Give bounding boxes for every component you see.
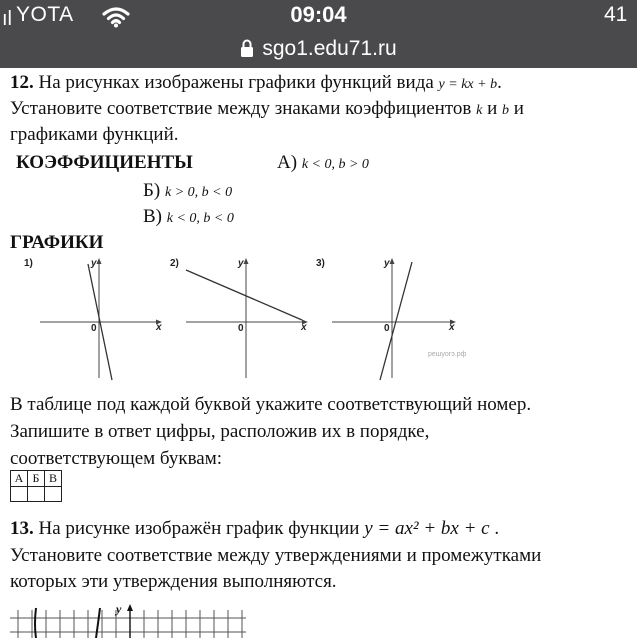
task13-line2: Установите соответствие между утверждениями и промежутками: [10, 545, 542, 566]
svg-text:x: x: [449, 322, 455, 333]
instruction-line2: Запишите в ответ цифры, расположив их в порядке,: [10, 421, 430, 442]
svg-text:0: 0: [384, 323, 390, 334]
svg-text:0: 0: [238, 323, 244, 334]
url-text: sgo1.edu71.ru: [262, 37, 397, 60]
task12-formula: y = kx + b: [438, 77, 498, 92]
option-c: В) k < 0, b < 0: [143, 206, 234, 227]
answer-header-c: В: [45, 471, 62, 487]
task13-graph: [10, 604, 250, 638]
option-b: Б) k > 0, b < 0: [143, 180, 233, 201]
graph-2-line: [186, 270, 302, 320]
task12-line3: графиками функций.: [10, 124, 179, 145]
svg-text:y: y: [91, 258, 97, 269]
graph-2-label: 2): [170, 258, 179, 269]
instruction-line3: соответствующем буквам:: [10, 448, 223, 469]
graphs-figure: [10, 256, 470, 382]
graphs-header: ГРАФИКИ: [10, 232, 104, 253]
page-content: [0, 68, 637, 638]
svg-text:y: y: [384, 258, 390, 269]
task13-line1: 13. На рисунке изображён график функции y = ax² + bx + c .: [10, 518, 500, 539]
option-a: А) k < 0, b > 0: [277, 152, 369, 173]
answer-header-b: Б: [28, 471, 45, 487]
task13-number: 13.: [10, 518, 34, 539]
task12-line2: Установите соответствие между знаками коэффициентов k и b и: [10, 98, 524, 119]
svg-text:x: x: [301, 322, 307, 333]
graph-3-line: [380, 262, 412, 380]
svg-text:x: x: [156, 322, 162, 333]
answer-cell-c[interactable]: [45, 487, 62, 502]
task13-formula: y = ax² + bx + c: [364, 518, 490, 539]
task13-line3: которых эти утверждения выполняются.: [10, 571, 337, 592]
address-bar[interactable]: [0, 37, 637, 61]
answer-header-a: А: [11, 471, 28, 487]
svg-text:0: 0: [91, 323, 97, 334]
answer-table: [10, 470, 62, 502]
watermark: решуогэ.рф: [428, 351, 467, 358]
status-bar: [0, 0, 637, 68]
graph-1-label: 1): [24, 258, 33, 269]
parabola-curve: [35, 608, 36, 638]
graph-3-label: 3): [316, 258, 325, 269]
task12-number: 12.: [10, 72, 34, 93]
instruction-line1: В таблице под каждой буквой укажите соответствующий номер.: [10, 394, 532, 415]
signal-icon: ıl: [2, 8, 12, 30]
svg-text:y: y: [116, 604, 122, 616]
lock-icon: [240, 39, 254, 57]
carrier-name: YOTA: [16, 3, 74, 26]
answer-cell-b[interactable]: [28, 487, 45, 502]
coefficients-header: КОЭФФИЦИЕНТЫ: [16, 152, 193, 173]
battery-level: 41: [604, 3, 628, 26]
clock: 09:04: [290, 2, 347, 27]
svg-text:y: y: [238, 258, 244, 269]
answer-cell-a[interactable]: [11, 487, 28, 502]
task12-line1: 12. На рисунках изображены графики функций вида y = kx + b.: [10, 72, 502, 93]
